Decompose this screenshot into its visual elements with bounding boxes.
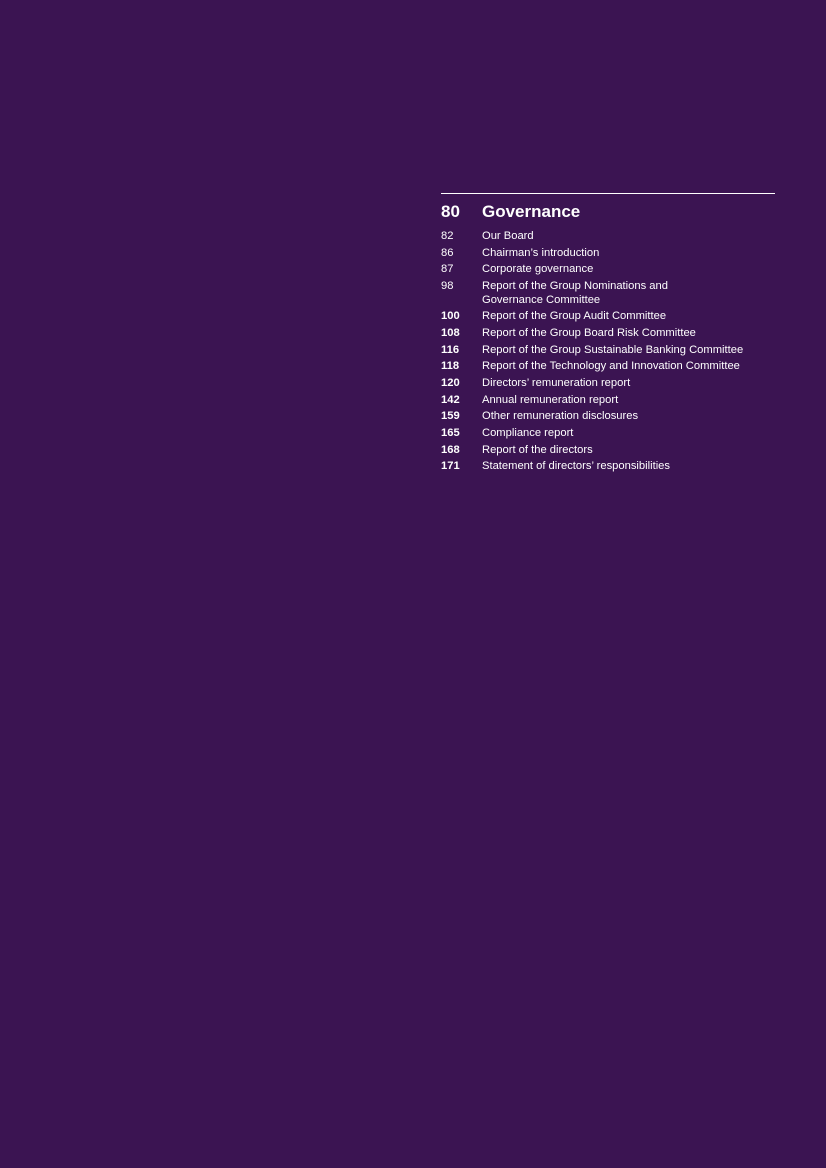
toc-entry[interactable] xyxy=(441,344,775,358)
toc-entry[interactable] xyxy=(441,310,775,324)
toc-entry[interactable] xyxy=(441,394,775,408)
toc-entry-page: 120 xyxy=(441,377,460,389)
toc-entry[interactable] xyxy=(441,444,775,458)
toc-entry-page: 100 xyxy=(441,310,460,323)
toc-entry-title: Report of the directors xyxy=(482,443,593,456)
toc-entry-page: 118 xyxy=(441,360,460,373)
toc-entry-page: 98 xyxy=(441,280,454,293)
toc-entry-title: Report of the Group Nominations and Governance Committee xyxy=(482,280,668,306)
toc-entries xyxy=(441,230,775,474)
section-title: Governance xyxy=(482,202,581,221)
toc-entry-title: Annual remuneration report xyxy=(482,393,619,406)
toc-entry-title: Report of the Technology and Innovation Committee xyxy=(482,360,740,373)
toc-entry-page: 165 xyxy=(441,427,460,440)
toc-entry-page: 142 xyxy=(441,393,460,406)
toc-entry-page: 82 xyxy=(441,230,454,242)
section-page-number: 80 xyxy=(441,202,460,221)
toc-entry-title: Chairman’s introduction xyxy=(482,246,600,259)
toc-entry-title: Report of the Group Sustainable Banking Committee xyxy=(482,343,744,356)
toc-entry[interactable] xyxy=(441,263,775,277)
toc-entry[interactable] xyxy=(441,410,775,424)
toc-entry[interactable] xyxy=(441,360,775,374)
toc-entry-title: Our Board xyxy=(482,230,534,242)
toc-entry-title: Corporate governance xyxy=(482,263,594,276)
toc-entry-title: Directors’ remuneration report xyxy=(482,377,631,389)
toc-entry[interactable] xyxy=(441,327,775,341)
toc-entry-page: 168 xyxy=(441,443,460,456)
toc-entry-page: 159 xyxy=(441,410,460,423)
toc-entry[interactable] xyxy=(441,230,775,244)
toc-entry[interactable] xyxy=(441,427,775,441)
toc-entry[interactable] xyxy=(441,460,775,474)
toc-entry-title: Report of the Group Audit Committee xyxy=(482,310,667,323)
section-divider xyxy=(441,193,775,194)
toc-entry-title: Compliance report xyxy=(482,427,574,440)
toc-entry-page: 116 xyxy=(441,343,460,356)
toc-entry-title: Other remuneration disclosures xyxy=(482,410,639,423)
toc-entry[interactable] xyxy=(441,280,775,307)
section-heading xyxy=(441,202,775,222)
table-of-contents xyxy=(441,193,775,477)
toc-entry-title: Statement of directors’ responsibilities xyxy=(482,460,670,473)
toc-entry-page: 87 xyxy=(441,263,454,276)
toc-entry[interactable] xyxy=(441,377,775,391)
toc-entry-page: 108 xyxy=(441,326,460,339)
toc-entry[interactable] xyxy=(441,247,775,261)
toc-entry-page: 171 xyxy=(441,460,460,473)
toc-entry-page: 86 xyxy=(441,246,454,259)
toc-entry-title: Report of the Group Board Risk Committee xyxy=(482,326,696,339)
